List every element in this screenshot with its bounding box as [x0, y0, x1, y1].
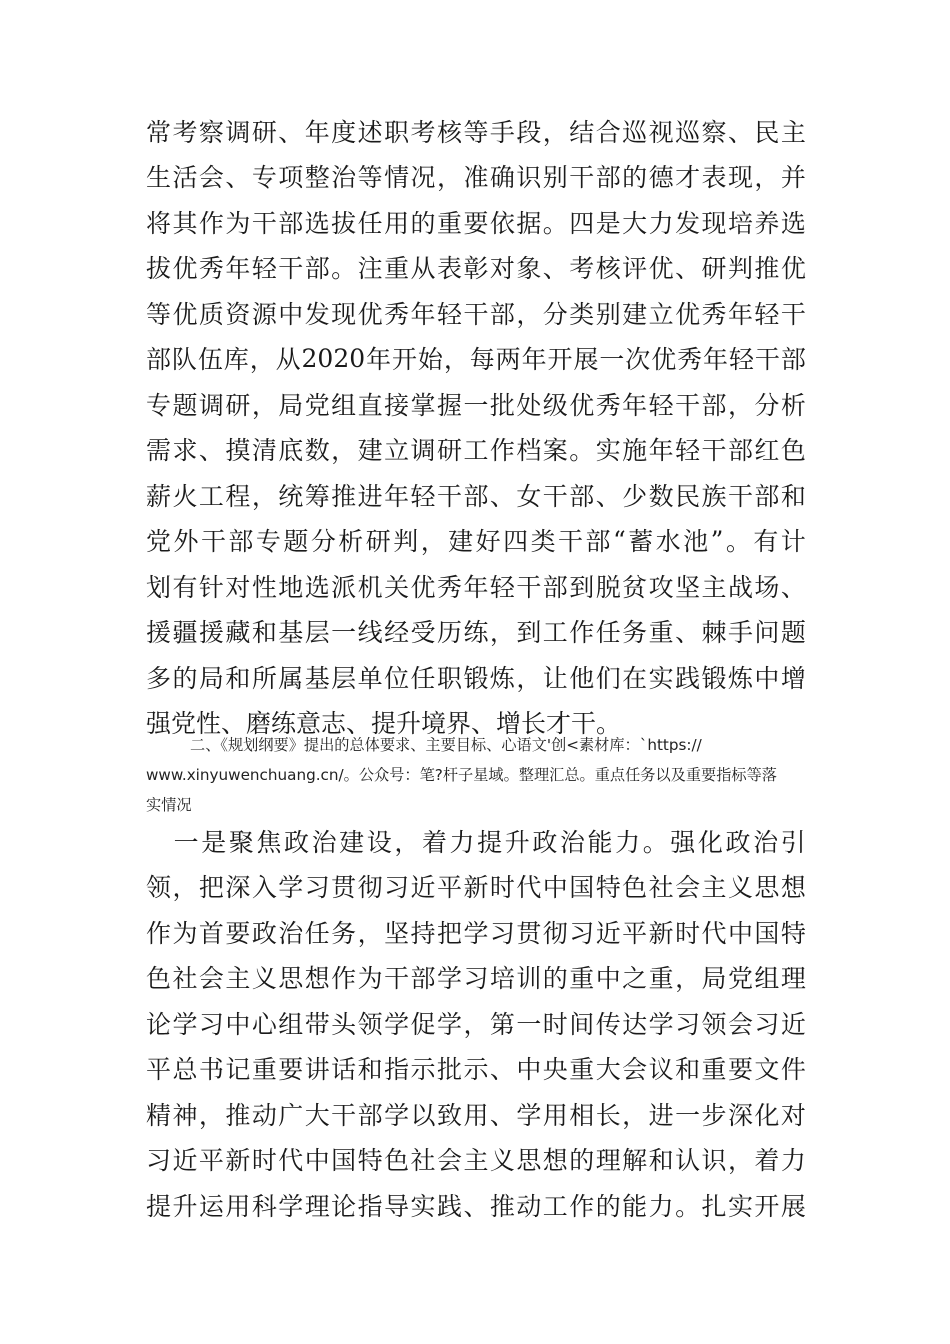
- text-line: 习 近 平 新 时 代 中 国 特 色 社 会 主 义 思 想 的 理 解 和 认 识 ， 着 力: [146, 1146, 806, 1176]
- text-line: 色 社 会 主 义 思 想 作 为 干 部 学 习 培 训 的 重 中 之 重 ， 局 党 组 理: [146, 964, 806, 994]
- heading-line: www.xinyuwenchuang.cn/。公众号：笔?杆子星域。整理汇总。重点任务以及重要指标等落: [146, 766, 777, 784]
- text-line: 一 是 聚 焦 政 治 建 设 ， 着 力 提 升 政 治 能 力 。 强 化 政 治 引: [173, 827, 806, 857]
- heading-line: 二、《规划纲要》提出的总体要求、主要目标、心语文'创<素材库：`https://: [190, 736, 702, 754]
- text-line: 领 ， 把 深 入 学 习 贯 彻 习 近 平 新 时 代 中 国 特 色 社 会 主 义 思 想: [146, 873, 806, 903]
- text-line: 专 题 调 研 ， 局 党 组 直 接 掌 握 一 批 处 级 优 秀 年 轻 干 部 ， 分 析: [146, 390, 806, 420]
- text-line: 将 其 作 为 干 部 选 拔 任 用 的 重 要 依 据 。 四 是 大 力 发 现 培 养 选: [146, 208, 806, 238]
- text-line: 薪 火 工 程 ， 统 筹 推 进 年 轻 干 部 、 女 干 部 、 少 数 民 族 干 部 和: [146, 481, 806, 511]
- text-line: 精 神 ， 推 动 广 大 干 部 学 以 致 用 、 学 用 相 长 ， 进 一 步 深 化 对: [146, 1100, 806, 1130]
- text-line: 拔 优 秀 年 轻 干 部 。 注 重 从 表 彰 对 象 、 考 核 评 优 、 研 判 推 优: [146, 254, 806, 284]
- text-line: 需 求 、 摸 清 底 数 ， 建 立 调 研 工 作 档 案 。 实 施 年 轻 干 部 红 色: [146, 436, 806, 466]
- text-line: 强党性、磨练意志、提升境界、增长才干。: [146, 709, 622, 739]
- text-line: 生 活 会 、 专 项 整 治 等 情 况 ， 准 确 识 别 干 部 的 德 才 表 现 ， 并: [146, 163, 806, 193]
- text-line: 提 升 运 用 科 学 理 论 指 导 实 践 、 推 动 工 作 的 能 力 。 扎 实 开 展: [146, 1191, 806, 1221]
- text-line: 多 的 局 和 所 属 基 层 单 位 任 职 锻 炼 ， 让 他 们 在 实 践 锻 炼 中 增: [146, 663, 806, 693]
- paragraph-cadre-selection: [146, 108, 806, 745]
- text-line: 常 考 察 调 研 、 年 度 述 职 考 核 等 手 段 ， 结 合 巡 视 巡 察 、 民 主: [146, 117, 806, 147]
- text-line: 划 有 针 对 性 地 选 派 机 关 优 秀 年 轻 干 部 到 脱 贫 攻 坚 主 战 场 、: [146, 572, 806, 602]
- text-line: 援 疆 援 藏 和 基 层 一 线 经 受 历 练 ， 到 工 作 任 务 重 、 棘 手 问 题: [146, 618, 806, 648]
- text-line: 等 优 质 资 源 中 发 现 优 秀 年 轻 干 部 ， 分 类 别 建 立 优 秀 年 轻 干: [146, 299, 806, 329]
- paragraph-political-building: [146, 818, 806, 1228]
- text-line: 作 为 首 要 政 治 任 务 ， 坚 持 把 学 习 贯 彻 习 近 平 新 时 代 中 国 特: [146, 918, 806, 948]
- heading-line: 实情况: [146, 796, 192, 814]
- text-line: 平 总 书 记 重 要 讲 话 和 指 示 批 示 、 中 央 重 大 会 议 和 重 要 文 件: [146, 1055, 806, 1085]
- text-line: 部 队 伍 库 ， 从 2020 年 开 始 ， 每 两 年 开 展 一 次 优 秀 年 轻 干 部: [146, 343, 806, 375]
- text-line: 论 学 习 中 心 组 带 头 领 学 促 学 ， 第 一 时 间 传 达 学 习 领 会 习 近: [146, 1009, 806, 1039]
- section-heading-2: [146, 730, 810, 820]
- text-line: 党 外 干 部 专 题 分 析 研 判 ， 建 好 四 类 干 部 “ 蓄 水 池 ” 。 有 计: [146, 525, 806, 557]
